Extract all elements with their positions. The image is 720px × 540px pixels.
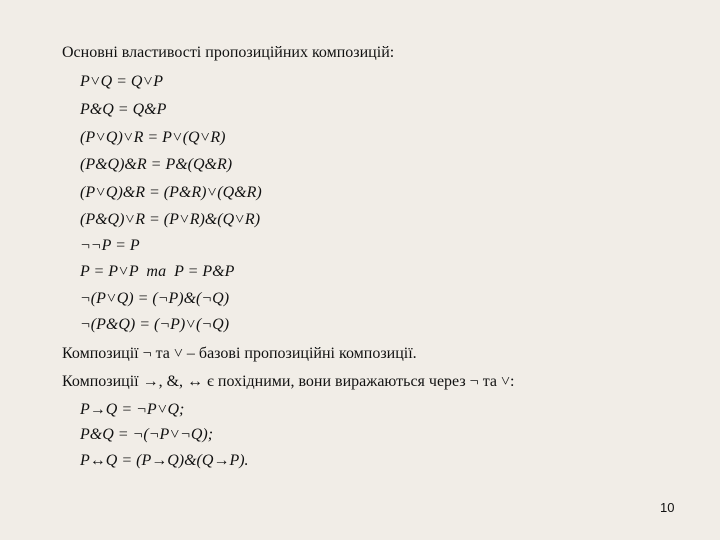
slide-heading: Основні властивості пропозиційних композицій: <box>62 44 395 61</box>
derived-formula-3: P↔Q = (P→Q)&(Q→P). <box>80 452 249 469</box>
property-formula-9: ¬(P˅Q) = (¬P)&(¬Q) <box>80 290 230 307</box>
property-formula-10: ¬(P&Q) = (¬P)˅(¬Q) <box>80 316 230 333</box>
property-formula-2: P&Q = Q&P <box>80 101 167 118</box>
derived-compositions-text: Композиції →, &, ↔ є похідними, вони виражаються через ¬ та ˅: <box>62 373 515 390</box>
property-formula-5: (P˅Q)&R = (P&R)˅(Q&R) <box>80 184 262 201</box>
page-number: 10 <box>660 500 675 515</box>
derived-formula-2: P&Q = ¬(¬P˅¬Q); <box>80 426 214 443</box>
property-formula-6: (P&Q)˅R = (P˅R)&(Q˅R) <box>80 211 261 228</box>
base-compositions-text: Композиції ¬ та ˅ – базові пропозиційні композиції. <box>62 345 417 362</box>
property-formula-8: P = P˅P та P = P&P <box>80 263 235 280</box>
derived-formula-1: P→Q = ¬P˅Q; <box>80 401 185 418</box>
property-formula-4: (P&Q)&R = P&(Q&R) <box>80 156 233 173</box>
property-formula-7: ¬¬P = P <box>80 237 140 254</box>
property-formula-3: (P˅Q)˅R = P˅(Q˅R) <box>80 129 226 146</box>
property-formula-1: P˅Q = Q˅P <box>80 73 164 90</box>
